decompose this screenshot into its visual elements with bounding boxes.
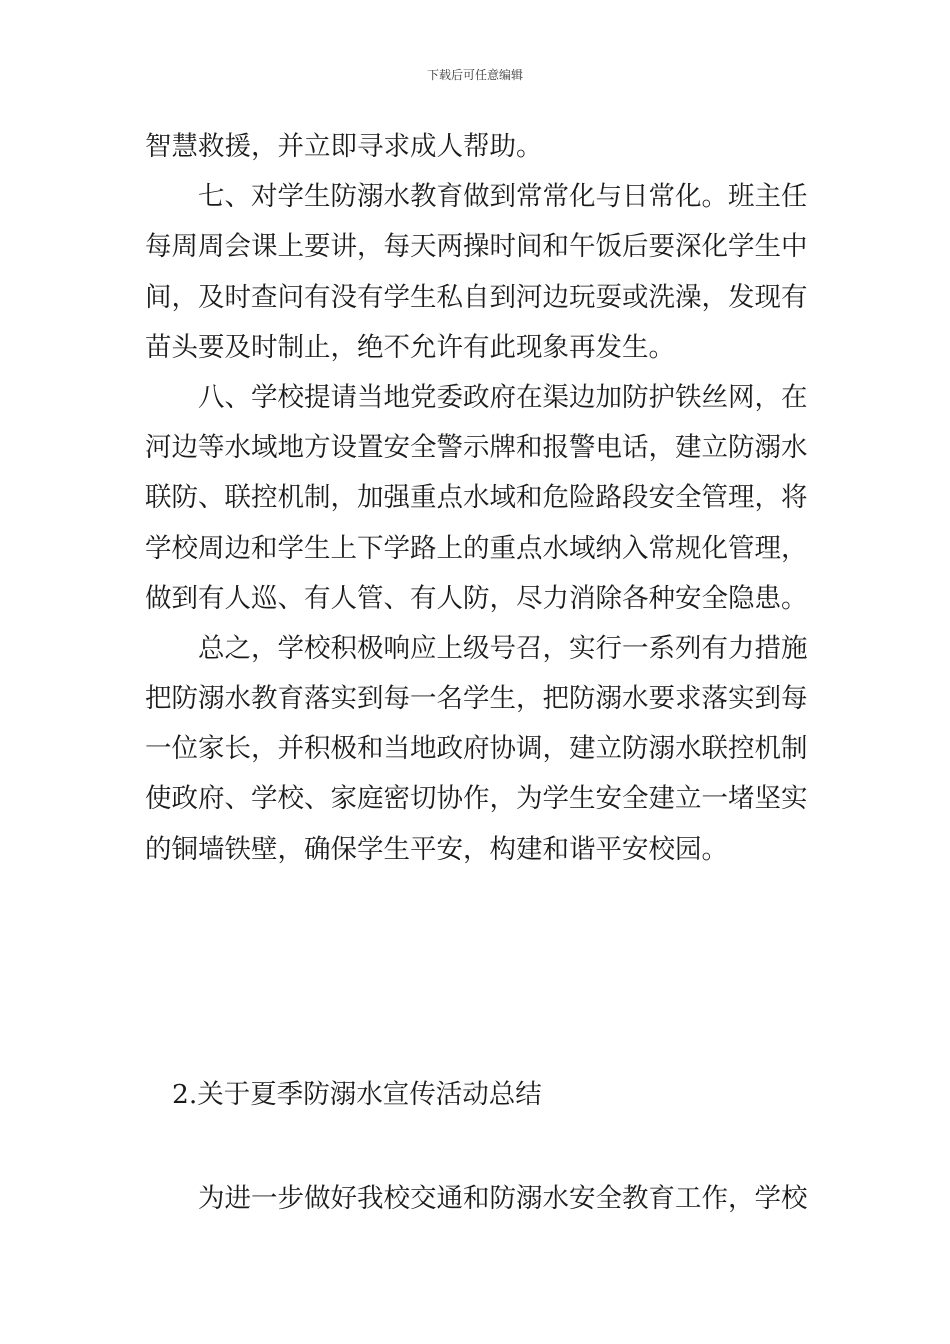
text-line: 每周周会课上要讲，每天两操时间和午饭后要深化学生中: [145, 231, 808, 263]
text-line: 间，及时查问有没有学生私自到河边玩耍或洗澡，发现有: [145, 281, 808, 313]
document-body: [145, 122, 815, 875]
text-line: 智慧救援，并立即寻求成人帮助。: [145, 131, 543, 162]
text-line: 做到有人巡、有人管、有人防，尽力消除各种安全隐患。: [145, 582, 808, 614]
text-line: 苗头要及时制止，绝不允许有此现象再发生。: [145, 331, 675, 363]
section-heading: 2.关于夏季防溺水宣传活动总结: [172, 1079, 542, 1110]
text-line: 一位家长，并积极和当地政府协调，建立防溺水联控机制: [145, 733, 808, 765]
text-line: 总之，学校积极响应上级号召，实行一系列有力措施: [198, 632, 808, 664]
text-line: 学校周边和学生上下学路上的重点水域纳入常规化管理，: [145, 532, 808, 564]
text-line: 把防溺水教育落实到每一名学生，把防溺水要求落实到每: [145, 683, 808, 715]
page-header: 下载后可任意编辑: [426, 68, 523, 82]
next-paragraph-line: 为进一步做好我校交通和防溺水安全教育工作，学校: [198, 1183, 808, 1214]
text-line: 河边等水域地方设置安全警示牌和报警电话，建立防溺水: [145, 432, 808, 464]
text-line: 的铜墙铁壁，确保学生平安，构建和谐平安校园。: [145, 833, 728, 865]
text-line: 七、对学生防溺水教育做到常常化与日常化。班主任: [198, 181, 808, 213]
text-line: 联防、联控机制，加强重点水域和危险路段安全管理，将: [145, 482, 808, 514]
text-line: 使政府、学校、家庭密切协作，为学生安全建立一堵坚实: [145, 783, 808, 815]
text-line: 八、学校提请当地党委政府在渠边加防护铁丝网，在: [198, 381, 808, 413]
